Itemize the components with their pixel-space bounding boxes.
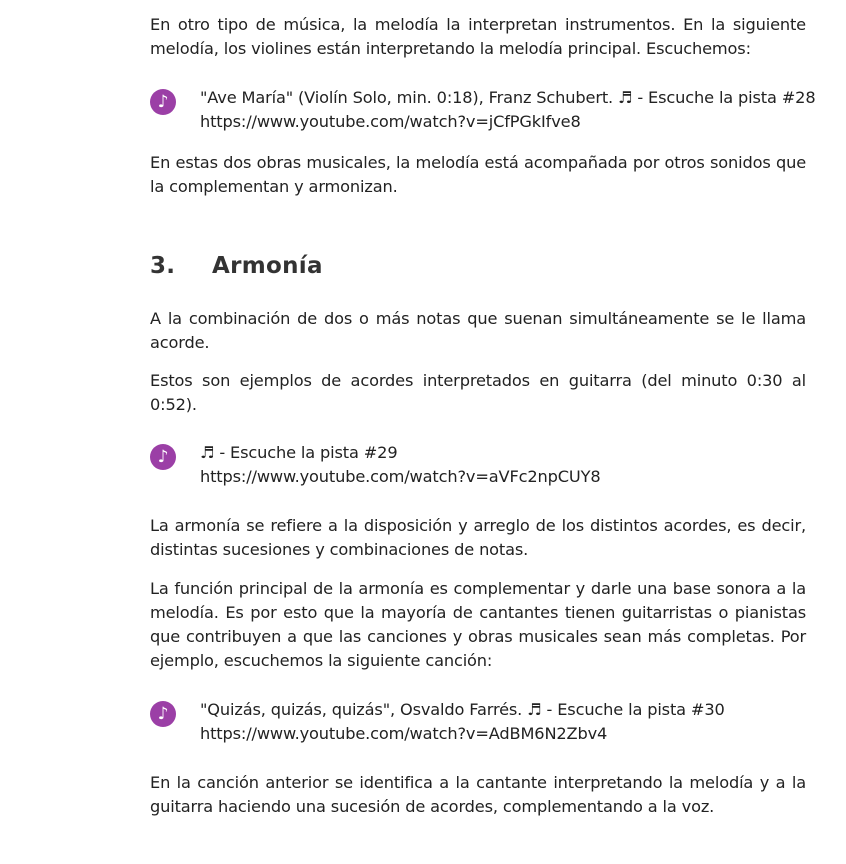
section-heading bbox=[150, 253, 323, 279]
chord-examples-paragraph: Estos son ejemplos de acordes interpretados en guitarra (del minuto 0:30 al 0:52). bbox=[150, 371, 806, 414]
chord-definition-paragraph: A la combinación de dos o más notas que suenan simultáneamente se le llama acorde. bbox=[150, 309, 806, 352]
closing-paragraph: En la canción anterior se identifica a la cantante interpretando la melodía y a la guitarra haciendo una sucesión de acordes, complementando a la voz. bbox=[150, 773, 806, 816]
track-title: "Ave María" (Violín Solo, min. 0:18), Franz Schubert. ♬ - Escuche la pista #28 bbox=[200, 88, 816, 107]
audio-track-30 bbox=[150, 698, 806, 748]
track-info bbox=[200, 86, 816, 134]
harmony-function-paragraph: La función principal de la armonía es complementar y darle una base sonora a la melodía. Es por esto que la mayoría de cantantes tienen guitarristas o pianistas que contribuyen a que las canciones y obras musicales sean más completas. Por ejemplo, escuchemos la siguiente canción: bbox=[150, 579, 806, 670]
track-link[interactable]: https://www.youtube.com/watch?v=AdBM6N2Zbv4 bbox=[200, 724, 608, 743]
track-title: "Quizás, quizás, quizás", Osvaldo Farrés. ♬ - Escuche la pista #30 bbox=[200, 700, 725, 719]
track-info bbox=[200, 441, 806, 489]
music-note-icon[interactable]: ♪ bbox=[150, 444, 176, 470]
section-number: 3. bbox=[150, 253, 176, 279]
section-title: Armonía bbox=[212, 253, 323, 279]
audio-track-29 bbox=[150, 441, 806, 491]
track-info bbox=[200, 698, 806, 746]
audio-track-28 bbox=[150, 86, 816, 136]
music-note-icon[interactable]: ♪ bbox=[150, 701, 176, 727]
track-link[interactable]: https://www.youtube.com/watch?v=jCfPGkIfve8 bbox=[200, 112, 581, 131]
intro-paragraph: En otro tipo de música, la melodía la interpretan instrumentos. En la siguiente melodía, los violines están interpretando la melodía principal. Escuchemos: bbox=[150, 15, 806, 58]
after-track-paragraph: En estas dos obras musicales, la melodía está acompañada por otros sonidos que la complementan y armonizan. bbox=[150, 153, 806, 196]
track-title: ♬ - Escuche la pista #29 bbox=[200, 443, 398, 462]
track-link[interactable]: https://www.youtube.com/watch?v=aVFc2npCUY8 bbox=[200, 467, 601, 486]
harmony-definition-paragraph: La armonía se refiere a la disposición y arreglo de los distintos acordes, es decir, distintas sucesiones y combinaciones de notas. bbox=[150, 516, 806, 559]
music-note-icon[interactable]: ♪ bbox=[150, 89, 176, 115]
